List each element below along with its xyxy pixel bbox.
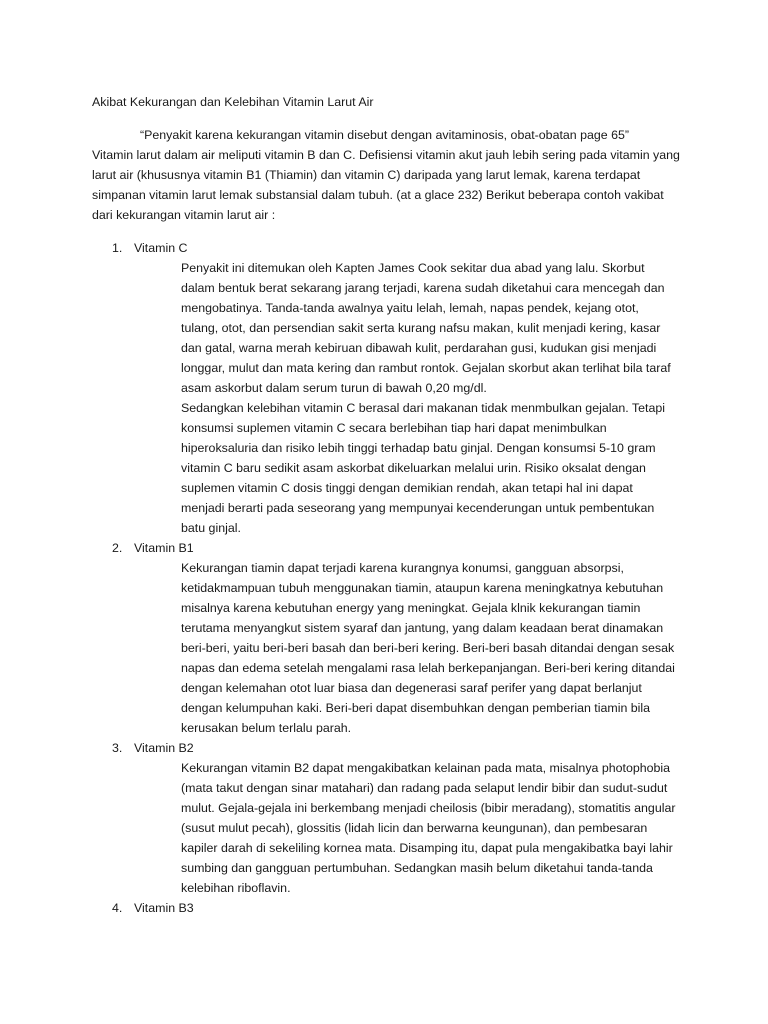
list-item-label: Vitamin B1 (134, 541, 194, 555)
list-item-vitamin-c (92, 238, 682, 538)
list-item-vitamin-b1 (92, 538, 682, 738)
list-item-body (181, 558, 679, 738)
body-paragraph: Penyakit ini ditemukan oleh Kapten James Cook sekitar dua abad yang lalu. Skorbut dalam bentuk berat sekarang jarang terjadi, karena sudah diketahui cara mencegah dan mengobatinya. Tanda-tanda awalnya yaitu lelah, lemah, napas pendek, kejang otot, tulang, otot, dan persendian sakit serta kurang nafsu makan, kulit menjadi kering, kasar dan gatal, warna merah kebiruan dibawah kulit, perdarahan gusi, kudukan gisi menjadi longgar, mulut dan mata kering dan rambut rontok. Gejalan skorbut akan terlihat bila taraf asam askorbut dalam serum turun di bawah 0,20 mg/dl. (181, 261, 671, 395)
body-paragraph: Sedangkan kelebihan vitamin C berasal dari makanan tidak menmbulkan gejalan. Tetapi konsumsi suplemen vitamin C secara berlebihan tiap hari dapat menimbulkan hiperoksaluria dan risiko lebih tinggi terhadap batu ginjal. Dengan konsumsi 5-10 gram vitamin C baru sedikit asam askorbat dikeluarkan melalui urin. Risiko oksalat dengan suplemen vitamin C dosis tinggi dengan demikian rendah, akan tetapi hal ini dapat menjadi berarti pada seseorang yang mempunyai kecenderungan untuk pembentukan batu ginjal. (181, 401, 665, 535)
document-title: Akibat Kekurangan dan Kelebihan Vitamin Larut Air (92, 95, 374, 109)
list-item-body (181, 258, 679, 538)
list-item-label: Vitamin B3 (134, 901, 194, 915)
list-item-number: 2. (112, 541, 123, 555)
list-item-number: 1. (112, 241, 123, 255)
list-item-number: 3. (112, 741, 123, 755)
list-item-label: Vitamin C (134, 241, 188, 255)
intro-quote: “Penyakit karena kekurangan vitamin disebut dengan avitaminosis, obat-obatan page 65” (140, 128, 630, 142)
list-item-body (181, 758, 679, 898)
list-item-vitamin-b3 (92, 898, 682, 918)
list-item-heading (92, 738, 682, 758)
list-item-number: 4. (112, 901, 123, 915)
body-paragraph: Kekurangan vitamin B2 dapat mengakibatkan kelainan pada mata, misalnya photophobia (mata takut dengan sinar matahari) dan radang pada selaput lendir bibir dan sudut-sudut mulut. Gejala-gejala ini berkembang menjadi cheilosis (bibir meradang), stomatitis angular (susut mulut pecah), glossitis (lidah licin dan berwarna keungunan), dan pembesaran kapiler darah di sekeliling kornea mata. Disamping itu, dapat pula mengakibatka bayi lahir sumbing dan gangguan pertumbuhan. Sedangkan masih belum diketahui tanda-tanda kelebihan riboflavin. (181, 761, 676, 895)
list-item-heading (92, 538, 682, 558)
vitamin-list (92, 238, 682, 918)
intro-paragraph (92, 125, 682, 225)
list-item-label: Vitamin B2 (134, 741, 194, 755)
list-item-heading (92, 238, 682, 258)
intro-text: Vitamin larut dalam air meliputi vitamin B dan C. Defisiensi vitamin akut jauh lebih sering pada vitamin yang larut air (khususnya vitamin B1 (Thiamin) dan vitamin C) daripada yang larut lemak, karena terdapat simpanan vitamin larut lemak substansial dalam tubuh. (at a glace 232) Berikut beberapa contoh vakibat dari kekurangan vitamin larut air : (92, 148, 680, 222)
list-item-vitamin-b2 (92, 738, 682, 898)
body-paragraph: Kekurangan tiamin dapat terjadi karena kurangnya konumsi, gangguan absorpsi, ketidakmampuan tubuh menggunakan tiamin, ataupun karena meningkatnya kebutuhan misalnya karena kebutuhan energy yang meningkat. Gejala klnik kekurangan tiamin terutama menyangkut sistem syaraf dan jantung, yang dalam keadaan berat dinamakan beri-beri, yaitu beri-beri basah dan beri-beri kering. Beri-beri basah ditandai dengan sesak napas dan edema setelah mengalami rasa lelah berkepanjangan. Beri-beri kering ditandai dengan kelemahan otot luar biasa dan degenerasi saraf perifer yang dapat berlanjut dengan kelumpuhan kaki. Beri-beri dapat disembuhkan dengan pemberian tiamin bila kerusakan belum terlalu parah. (181, 561, 675, 735)
list-item-heading (92, 898, 682, 918)
